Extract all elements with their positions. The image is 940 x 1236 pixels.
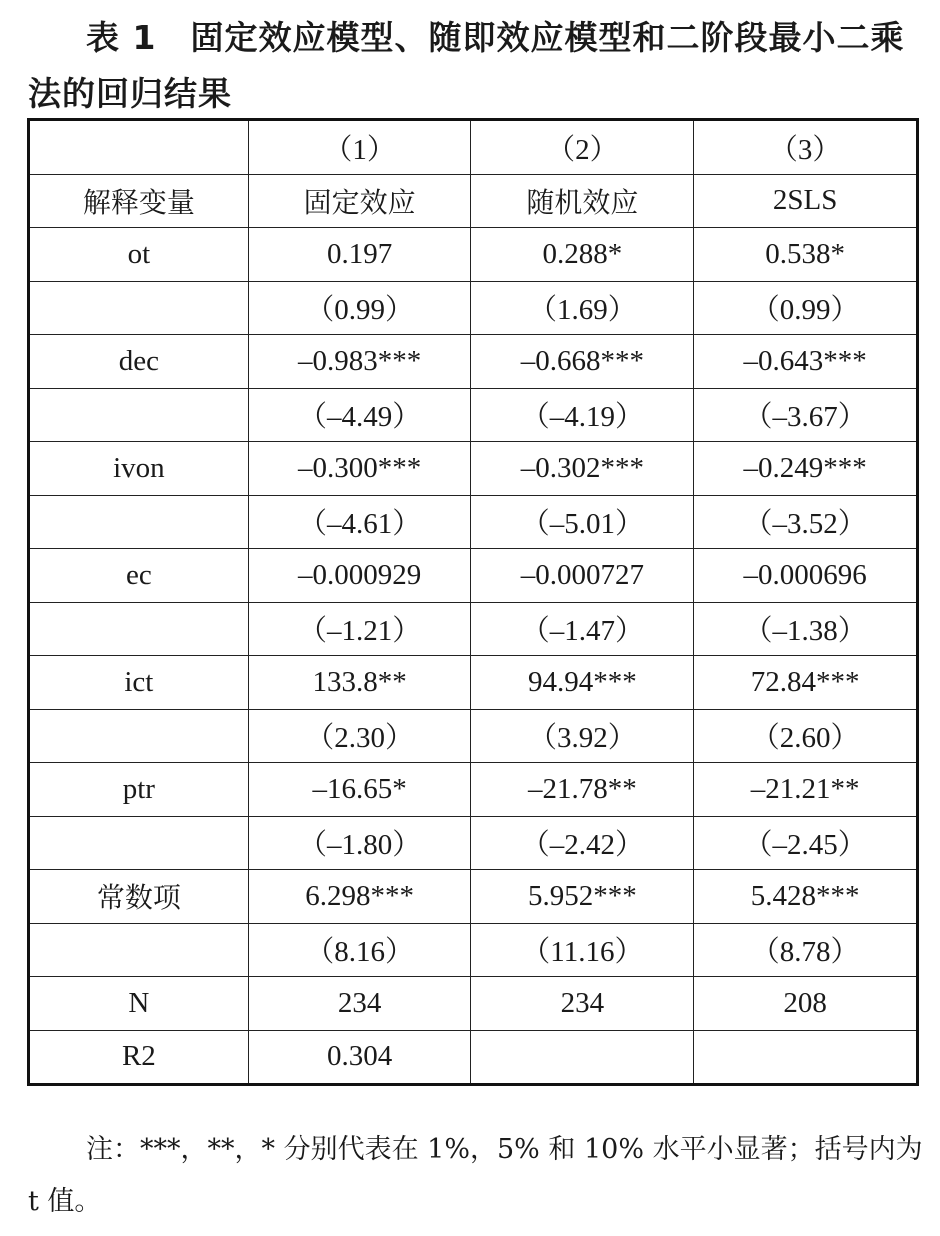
- variable-cell: ptr: [29, 763, 249, 817]
- value-cell: （3.92）: [471, 709, 694, 763]
- table-note: 注：***，**，* 分别代表在 1%，5% 和 10% 水平小显著；括号内为 t 值。: [28, 1134, 923, 1217]
- table-row: [29, 709, 918, 763]
- value-cell: 0.197: [248, 228, 471, 282]
- value-cell: –21.78**: [471, 763, 694, 817]
- value-cell: （11.16）: [471, 923, 694, 977]
- table-row: [29, 763, 918, 817]
- value-cell: （0.99）: [248, 281, 471, 335]
- table-row: [29, 388, 918, 442]
- value-cell: –0.249***: [694, 442, 918, 496]
- header-row-numbers: [29, 120, 918, 175]
- variable-cell: N: [29, 977, 249, 1031]
- value-cell: （–4.49）: [248, 388, 471, 442]
- header-row-labels: [29, 174, 918, 228]
- value-cell: [694, 1030, 918, 1085]
- header-cell: 随机效应: [471, 174, 694, 228]
- header-cell: 解释变量: [29, 174, 249, 228]
- variable-cell: [29, 709, 249, 763]
- table-row: [29, 977, 918, 1031]
- value-cell: （–4.61）: [248, 495, 471, 549]
- value-cell: –0.300***: [248, 442, 471, 496]
- variable-cell: [29, 602, 249, 656]
- value-cell: –0.000727: [471, 549, 694, 603]
- table-row: [29, 442, 918, 496]
- table-row: [29, 549, 918, 603]
- variable-cell: [29, 388, 249, 442]
- value-cell: 72.84***: [694, 656, 918, 710]
- table-row: [29, 1030, 918, 1085]
- header-cell: [29, 120, 249, 175]
- value-cell: 5.428***: [694, 870, 918, 924]
- value-cell: 6.298***: [248, 870, 471, 924]
- value-cell: 0.538*: [694, 228, 918, 282]
- value-cell: （–5.01）: [471, 495, 694, 549]
- variable-cell: 常数项: [29, 870, 249, 924]
- value-cell: –0.000929: [248, 549, 471, 603]
- value-cell: （8.78）: [694, 923, 918, 977]
- value-cell: 208: [694, 977, 918, 1031]
- table-title: 表 1 固定效应模型、随即效应模型和二阶段最小二乘法的回归结果: [28, 18, 905, 113]
- value-cell: 234: [471, 977, 694, 1031]
- header-cell: 固定效应: [248, 174, 471, 228]
- header-cell: （3）: [694, 120, 918, 175]
- value-cell: –0.302***: [471, 442, 694, 496]
- table-row: [29, 870, 918, 924]
- header-cell: （1）: [248, 120, 471, 175]
- table-row: [29, 335, 918, 389]
- variable-cell: dec: [29, 335, 249, 389]
- variable-cell: ec: [29, 549, 249, 603]
- table-row: [29, 602, 918, 656]
- table-row: [29, 495, 918, 549]
- table-row: [29, 228, 918, 282]
- value-cell: （–1.21）: [248, 602, 471, 656]
- value-cell: –0.668***: [471, 335, 694, 389]
- variable-cell: [29, 281, 249, 335]
- regression-table: [27, 118, 919, 1086]
- value-cell: （1.69）: [471, 281, 694, 335]
- value-cell: （–3.52）: [694, 495, 918, 549]
- variable-cell: [29, 923, 249, 977]
- value-cell: 5.952***: [471, 870, 694, 924]
- table-row: [29, 816, 918, 870]
- value-cell: （2.30）: [248, 709, 471, 763]
- value-cell: （0.99）: [694, 281, 918, 335]
- value-cell: （–3.67）: [694, 388, 918, 442]
- value-cell: [471, 1030, 694, 1085]
- variable-cell: ivon: [29, 442, 249, 496]
- value-cell: 133.8**: [248, 656, 471, 710]
- value-cell: （–1.80）: [248, 816, 471, 870]
- value-cell: （–4.19）: [471, 388, 694, 442]
- variable-cell: ict: [29, 656, 249, 710]
- value-cell: 0.304: [248, 1030, 471, 1085]
- value-cell: –0.643***: [694, 335, 918, 389]
- value-cell: （–1.47）: [471, 602, 694, 656]
- variable-cell: R2: [29, 1030, 249, 1085]
- value-cell: （8.16）: [248, 923, 471, 977]
- value-cell: –0.000696: [694, 549, 918, 603]
- table-row: [29, 923, 918, 977]
- table-row: [29, 281, 918, 335]
- variable-cell: [29, 495, 249, 549]
- variable-cell: ot: [29, 228, 249, 282]
- header-cell: 2SLS: [694, 174, 918, 228]
- table-row: [29, 656, 918, 710]
- value-cell: –21.21**: [694, 763, 918, 817]
- variable-cell: [29, 816, 249, 870]
- value-cell: （–2.42）: [471, 816, 694, 870]
- value-cell: （–2.45）: [694, 816, 918, 870]
- value-cell: （–1.38）: [694, 602, 918, 656]
- value-cell: –0.983***: [248, 335, 471, 389]
- value-cell: 0.288*: [471, 228, 694, 282]
- value-cell: 234: [248, 977, 471, 1031]
- value-cell: （2.60）: [694, 709, 918, 763]
- value-cell: 94.94***: [471, 656, 694, 710]
- value-cell: –16.65*: [248, 763, 471, 817]
- header-cell: （2）: [471, 120, 694, 175]
